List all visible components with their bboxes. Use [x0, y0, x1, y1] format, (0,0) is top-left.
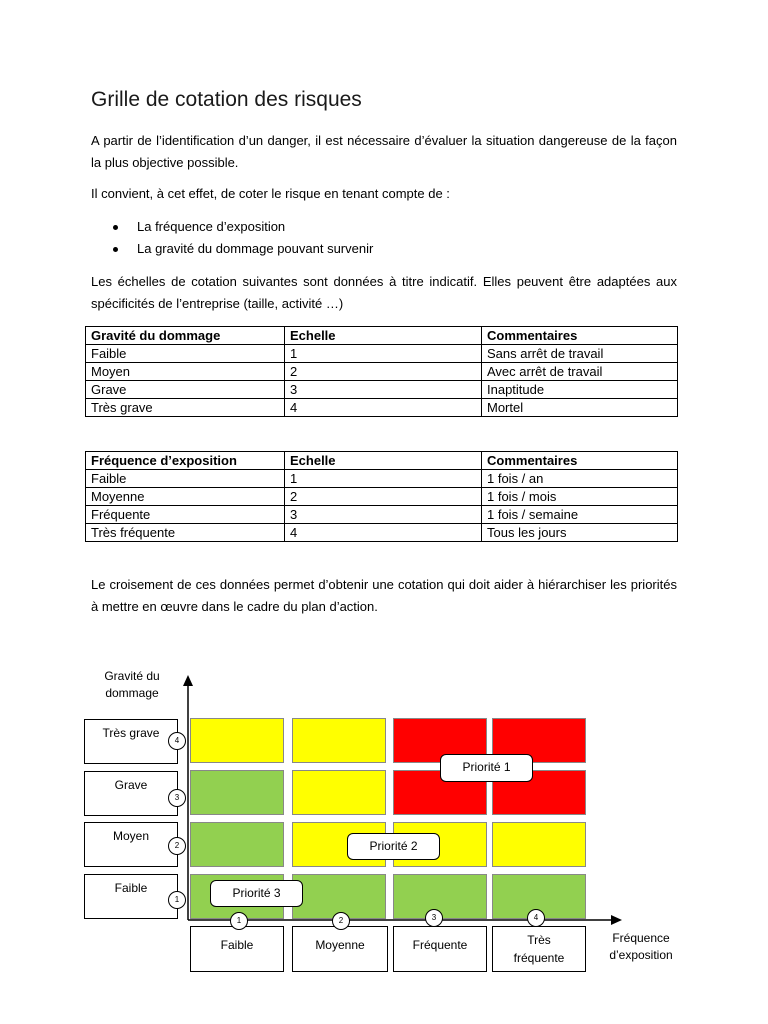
- row-number: 2: [168, 837, 186, 855]
- x-axis-label: Fréquence d’exposition: [609, 931, 673, 962]
- priority-1-label: Priorité 1: [440, 754, 533, 782]
- table-header-cell: Commentaires: [482, 327, 678, 345]
- table-cell: Fréquente: [86, 506, 285, 524]
- table-cell: Très fréquente: [86, 524, 285, 542]
- table-cell: Sans arrêt de travail: [482, 345, 678, 363]
- y-axis-label: Gravité du dommage: [104, 669, 160, 700]
- matrix-cell: [190, 770, 284, 815]
- col-label-tres-frequente: Très fréquente: [492, 926, 586, 972]
- croisement-paragraph: Le croisement de ces données permet d’obtenir une cotation qui doit aider à hiérarchiser les priorités à mettre en œuvre dans le cadre du plan d’action.: [91, 577, 677, 614]
- row-label-grave: Grave: [84, 771, 178, 816]
- table-header-cell: Echelle: [285, 452, 482, 470]
- table-cell: 2: [285, 363, 482, 381]
- convient-paragraph: Il convient, à cet effet, de coter le risque en tenant compte de :: [91, 186, 450, 201]
- col-label-moyenne: Moyenne: [292, 926, 388, 972]
- col-number: 1: [230, 912, 248, 930]
- row-number: 4: [168, 732, 186, 750]
- matrix-cell: [190, 718, 284, 763]
- table-cell: Très grave: [86, 399, 285, 417]
- table-cell: Inaptitude: [482, 381, 678, 399]
- table-cell: 1 fois / an: [482, 470, 678, 488]
- table-header-cell: Commentaires: [482, 452, 678, 470]
- table-cell: 1: [285, 470, 482, 488]
- table-cell: Mortel: [482, 399, 678, 417]
- matrix-cell: [190, 822, 284, 867]
- x-axis-arrow-icon: [611, 915, 622, 925]
- list-item: La gravité du dommage pouvant survenir: [91, 238, 373, 260]
- table-cell: Faible: [86, 345, 285, 363]
- list-item: La fréquence d’exposition: [91, 216, 373, 238]
- table-cell: 1: [285, 345, 482, 363]
- table-header-cell: Echelle: [285, 327, 482, 345]
- priority-2-label: Priorité 2: [347, 833, 440, 860]
- table-cell: 2: [285, 488, 482, 506]
- matrix-cell: [492, 822, 586, 867]
- col-label-faible: Faible: [190, 926, 284, 972]
- table-cell: Tous les jours: [482, 524, 678, 542]
- col-number: 2: [332, 912, 350, 930]
- table-cell: Grave: [86, 381, 285, 399]
- table-cell: 1 fois / semaine: [482, 506, 678, 524]
- table-cell: 3: [285, 381, 482, 399]
- y-axis-arrow-icon: [183, 675, 193, 686]
- table-cell: Avec arrêt de travail: [482, 363, 678, 381]
- table-cell: Moyen: [86, 363, 285, 381]
- table-cell: 3: [285, 506, 482, 524]
- echelles-paragraph: Les échelles de cotation suivantes sont données à titre indicatif. Elles peuvent être adaptées aux spécificités de l’entreprise (taille, activité …): [91, 274, 677, 311]
- row-label-tres-grave: Très grave: [84, 719, 178, 764]
- col-number: 3: [425, 909, 443, 927]
- table-cell: 4: [285, 399, 482, 417]
- matrix-cell: [292, 770, 386, 815]
- row-number: 1: [168, 891, 186, 909]
- intro-paragraph: A partir de l’identification d’un danger, il est nécessaire d’évaluer la situation dangereuse de la façon la plus objective possible.: [91, 133, 677, 170]
- table-cell: 1 fois / mois: [482, 488, 678, 506]
- table-cell: 4: [285, 524, 482, 542]
- row-label-moyen: Moyen: [84, 822, 178, 867]
- col-label-frequente: Fréquente: [393, 926, 487, 972]
- row-label-faible: Faible: [84, 874, 178, 919]
- table-header-cell: Gravité du dommage: [86, 327, 285, 345]
- matrix-cell: [292, 718, 386, 763]
- table-header-cell: Fréquence d’exposition: [86, 452, 285, 470]
- page-title: Grille de cotation des risques: [91, 88, 362, 111]
- row-number: 3: [168, 789, 186, 807]
- col-number: 4: [527, 909, 545, 927]
- table-cell: Faible: [86, 470, 285, 488]
- table-cell: Moyenne: [86, 488, 285, 506]
- priority-3-label: Priorité 3: [210, 880, 303, 907]
